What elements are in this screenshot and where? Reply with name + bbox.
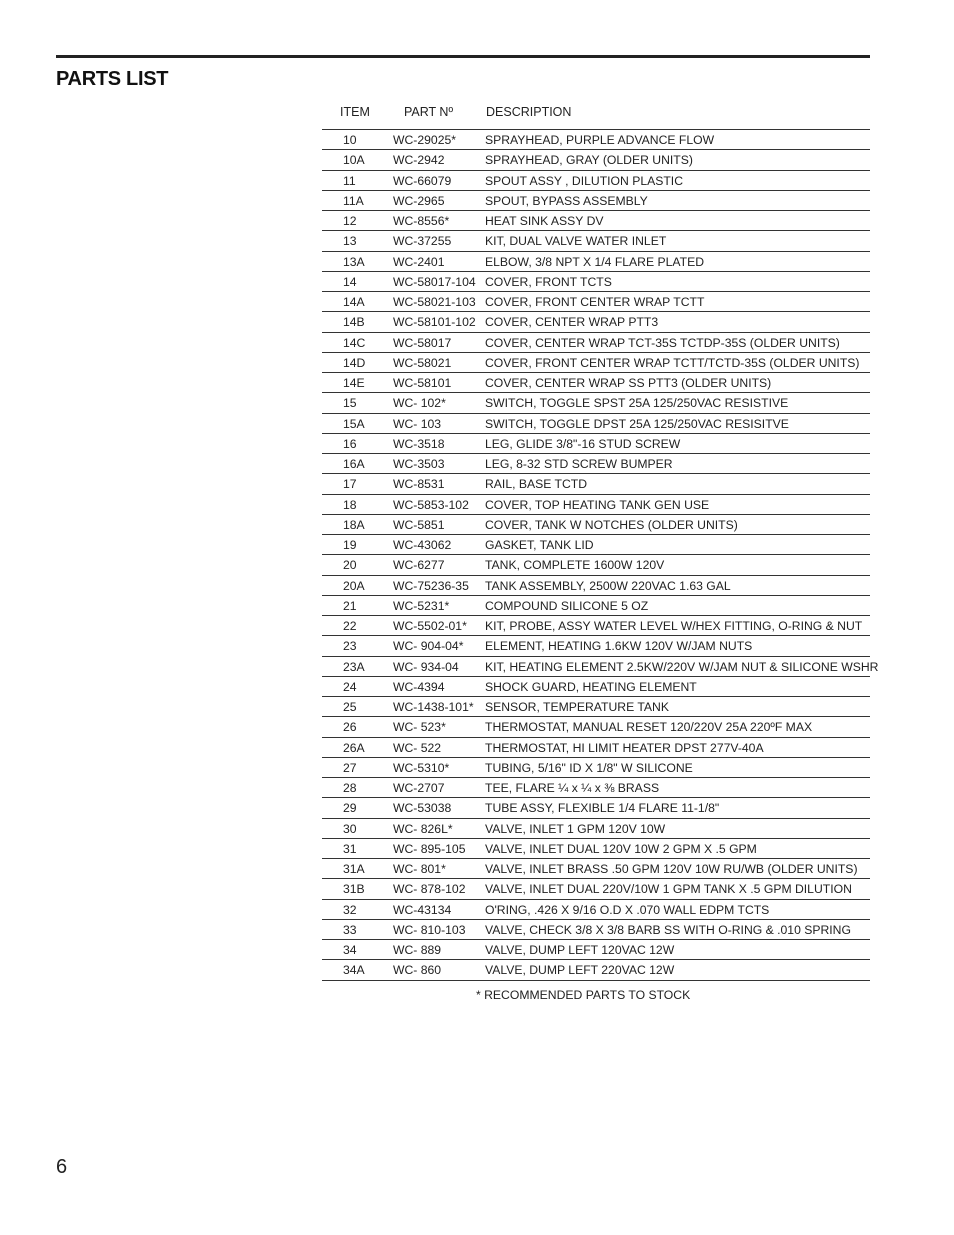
item-cell: 29 xyxy=(343,801,357,816)
table-row xyxy=(322,879,870,899)
description-cell: SPOUT ASSY , DILUTION PLASTIC xyxy=(485,173,683,188)
part-number-cell: WC-5851 xyxy=(393,517,445,532)
table-row xyxy=(322,697,870,717)
description-cell: SWITCH, TOGGLE SPST 25A 125/250VAC RESISTIVE xyxy=(485,396,789,411)
item-cell: 14E xyxy=(343,376,365,390)
item-cell: 11 xyxy=(343,173,356,188)
footnote: * RECOMMENDED PARTS TO STOCK xyxy=(476,988,691,1002)
item-cell: 19 xyxy=(343,538,357,552)
table-row xyxy=(322,393,870,413)
header-description: DESCRIPTION xyxy=(486,105,572,119)
description-cell: COMPOUND SILICONE 5 OZ xyxy=(485,598,649,613)
description-cell: TANK, COMPLETE 1600W 120V xyxy=(485,558,665,573)
item-cell: 34A xyxy=(343,963,365,978)
table-row xyxy=(322,474,870,494)
part-number-cell: WC-43134 xyxy=(393,902,452,917)
description-cell: SPRAYHEAD, PURPLE ADVANCE FLOW xyxy=(485,133,715,147)
table-row xyxy=(322,454,870,474)
item-cell: 34 xyxy=(343,943,357,957)
description-cell: VALVE, INLET DUAL 220V/10W 1 GPM TANK X .5 GPM DILUTION xyxy=(485,882,852,897)
description-cell: ELBOW, 3/8 NPT X 1/4 FLARE PLATED xyxy=(485,254,705,269)
item-cell: 27 xyxy=(343,760,357,775)
item-cell: 26A xyxy=(343,740,365,755)
item-cell: 26 xyxy=(343,720,357,735)
part-number-cell: WC-1438-101* xyxy=(393,700,474,714)
page-number: 6 xyxy=(56,1156,68,1178)
table-row xyxy=(322,839,870,859)
table-row xyxy=(322,252,870,272)
top-rule xyxy=(56,55,870,58)
table-row xyxy=(322,738,870,758)
part-number-cell: WC- 934-04 xyxy=(393,659,459,674)
item-cell: 14D xyxy=(343,355,366,370)
part-number-cell: WC-37255 xyxy=(393,234,452,249)
item-cell: 32 xyxy=(343,902,357,917)
table-row xyxy=(322,495,870,515)
part-number-cell: WC-58017 xyxy=(393,335,452,350)
part-number-cell: WC- 522 xyxy=(393,740,442,755)
item-cell: 33 xyxy=(343,922,357,937)
item-cell: 14A xyxy=(343,295,365,309)
table-row xyxy=(322,414,870,434)
part-number-cell: WC-58101 xyxy=(393,376,452,390)
description-cell: COVER, CENTER WRAP TCT-35S TCTDP-35S (OLDER UNITS) xyxy=(485,335,840,350)
item-cell: 20 xyxy=(343,558,357,573)
description-cell: KIT, PROBE, ASSY WATER LEVEL W/HEX FITTING, O-RING & NUT xyxy=(485,619,863,633)
description-cell: COVER, TANK W NOTCHES (OLDER UNITS) xyxy=(485,517,738,532)
description-cell: VALVE, INLET BRASS .50 GPM 120V 10W RU/WB (OLDER UNITS) xyxy=(485,862,858,876)
description-cell: TUBE ASSY, FLEXIBLE 1/4 FLARE 11-1/8" xyxy=(485,801,720,816)
part-number-cell: WC-2965 xyxy=(393,193,445,208)
table-row xyxy=(322,272,870,292)
description-cell: KIT, HEATING ELEMENT 2.5KW/220V W/JAM NUT & SILICONE WSHR xyxy=(485,659,879,674)
part-number-cell: WC-5310* xyxy=(393,760,450,775)
item-cell: 11A xyxy=(343,193,364,208)
description-cell: VALVE, DUMP LEFT 120VAC 12W xyxy=(485,943,675,957)
description-cell: ELEMENT, HEATING 1.6KW 120V W/JAM NUTS xyxy=(485,639,753,654)
item-cell: 23 xyxy=(343,639,357,654)
part-number-cell: WC-2942 xyxy=(393,153,445,168)
description-cell: SWITCH, TOGGLE DPST 25A 125/250VAC RESISITVE xyxy=(485,416,789,431)
description-cell: SPRAYHEAD, GRAY (OLDER UNITS) xyxy=(485,153,693,168)
description-cell: TEE, FLARE ¼ x ¼ x ⅜ BRASS xyxy=(485,781,660,795)
table-row xyxy=(322,353,870,373)
table-row xyxy=(322,434,870,454)
item-cell: 13 xyxy=(343,234,357,249)
part-number-cell: WC-75236-35 xyxy=(393,578,469,593)
part-number-cell: WC-5231* xyxy=(393,598,450,613)
parts-table xyxy=(322,129,879,981)
table-row xyxy=(322,576,870,596)
table-row xyxy=(322,819,870,839)
table-row xyxy=(322,960,870,980)
part-number-cell: WC- 810-103 xyxy=(393,922,466,937)
part-number-cell: WC-5502-01* xyxy=(393,619,467,633)
part-number-cell: WC-58021-103 xyxy=(393,295,476,309)
description-cell: COVER, FRONT TCTS xyxy=(485,274,612,289)
part-number-cell: WC-29025* xyxy=(393,133,456,147)
item-cell: 31B xyxy=(343,882,365,897)
description-cell: LEG, 8-32 STD SCREW BUMPER xyxy=(485,457,673,471)
item-cell: 31A xyxy=(343,862,365,876)
description-cell: VALVE, INLET 1 GPM 120V 10W xyxy=(485,821,666,836)
description-cell: VALVE, CHECK 3/8 X 3/8 BARB SS WITH O-RING & .010 SPRING xyxy=(485,922,851,937)
table-row xyxy=(322,333,870,353)
part-number-cell: WC-3503 xyxy=(393,457,445,471)
item-cell: 28 xyxy=(343,781,357,795)
item-cell: 10A xyxy=(343,153,365,168)
table-row xyxy=(322,758,870,778)
part-number-cell: WC-3518 xyxy=(393,436,445,451)
description-cell: SHOCK GUARD, HEATING ELEMENT xyxy=(485,679,697,694)
table-row xyxy=(322,211,870,231)
part-number-cell: WC-8556* xyxy=(393,214,450,228)
part-number-cell: WC- 860 xyxy=(393,963,442,978)
part-number-cell: WC- 889 xyxy=(393,943,442,957)
table-row xyxy=(322,231,870,251)
description-cell: TANK ASSEMBLY, 2500W 220VAC 1.63 GAL xyxy=(485,578,731,593)
item-cell: 20A xyxy=(343,578,365,593)
table-row xyxy=(322,717,870,737)
description-cell: SENSOR, TEMPERATURE TANK xyxy=(485,700,669,714)
part-number-cell: WC- 523* xyxy=(393,720,446,735)
item-cell: 15 xyxy=(343,396,357,411)
table-row xyxy=(322,900,870,920)
part-number-cell: WC-8531 xyxy=(393,477,445,492)
part-number-cell: WC-5853-102 xyxy=(393,497,469,512)
item-cell: 17 xyxy=(343,477,357,492)
part-number-cell: WC-58021 xyxy=(393,355,452,370)
table-row xyxy=(322,171,870,191)
item-cell: 21 xyxy=(343,598,357,613)
item-cell: 31 xyxy=(343,841,357,856)
item-cell: 18A xyxy=(343,517,365,532)
part-number-cell: WC- 826L* xyxy=(393,821,453,836)
table-row xyxy=(322,130,870,150)
item-cell: 14C xyxy=(343,335,366,350)
page-title: PARTS LIST xyxy=(56,68,169,90)
table-row xyxy=(322,859,870,879)
table-row xyxy=(322,920,870,940)
item-cell: 22 xyxy=(343,619,357,633)
header-part-number: PART Nº xyxy=(404,105,454,119)
table-row xyxy=(322,292,870,312)
description-cell: COVER, CENTER WRAP PTT3 xyxy=(485,315,659,330)
description-cell: COVER, TOP HEATING TANK GEN USE xyxy=(485,497,710,512)
part-number-cell: WC- 102* xyxy=(393,396,446,411)
description-cell: HEAT SINK ASSY DV xyxy=(485,214,604,228)
part-number-cell: WC-2401 xyxy=(393,254,445,269)
description-cell: SPOUT, BYPASS ASSEMBLY xyxy=(485,193,648,208)
table-row xyxy=(322,596,870,616)
item-cell: 13A xyxy=(343,254,365,269)
item-cell: 25 xyxy=(343,700,357,714)
description-cell: RAIL, BASE TCTD xyxy=(485,477,588,492)
item-cell: 14 xyxy=(343,274,357,289)
table-row xyxy=(322,535,870,555)
item-cell: 16A xyxy=(343,457,365,471)
part-number-cell: WC- 103 xyxy=(393,416,442,431)
header-item: ITEM xyxy=(340,105,370,119)
item-cell: 24 xyxy=(343,679,357,694)
description-cell: COVER, FRONT CENTER WRAP TCTT/TCTD-35S (OLDER UNITS) xyxy=(485,355,860,370)
table-row xyxy=(322,191,870,211)
description-cell: VALVE, DUMP LEFT 220VAC 12W xyxy=(485,963,675,978)
part-number-cell: WC-53038 xyxy=(393,801,452,816)
part-number-cell: WC- 801* xyxy=(393,862,446,876)
item-cell: 15A xyxy=(343,416,365,431)
description-cell: TUBING, 5/16" ID X 1/8" W SILICONE xyxy=(485,760,693,775)
item-cell: 23A xyxy=(343,659,365,674)
description-cell: O'RING, .426 X 9/16 O.D X .070 WALL EDPM TCTS xyxy=(485,902,770,917)
item-cell: 30 xyxy=(343,821,357,836)
table-row xyxy=(322,940,870,960)
part-number-cell: WC-43062 xyxy=(393,538,452,552)
table-row xyxy=(322,515,870,535)
item-cell: 18 xyxy=(343,497,357,512)
item-cell: 10 xyxy=(343,133,357,147)
part-number-cell: WC-2707 xyxy=(393,781,445,795)
table-row xyxy=(322,150,870,170)
part-number-cell: WC- 895-105 xyxy=(393,841,466,856)
table-row xyxy=(322,555,870,575)
table-row xyxy=(322,778,870,798)
part-number-cell: WC-66079 xyxy=(393,173,452,188)
item-cell: 16 xyxy=(343,436,357,451)
part-number-cell: WC-6277 xyxy=(393,558,445,573)
description-cell: THERMOSTAT, HI LIMIT HEATER DPST 277V-40A xyxy=(485,740,764,755)
description-cell: KIT, DUAL VALVE WATER INLET xyxy=(485,234,667,249)
part-number-cell: WC- 878-102 xyxy=(393,882,466,897)
description-cell: VALVE, INLET DUAL 120V 10W 2 GPM X .5 GPM xyxy=(485,841,757,856)
table-row xyxy=(322,312,870,332)
table-row xyxy=(322,373,870,393)
table-row xyxy=(322,636,870,656)
part-number-cell: WC-58017-104 xyxy=(393,274,476,289)
description-cell: COVER, CENTER WRAP SS PTT3 (OLDER UNITS) xyxy=(485,376,772,390)
description-cell: LEG, GLIDE 3/8"-16 STUD SCREW xyxy=(485,436,681,451)
table-row xyxy=(322,798,870,818)
item-cell: 14B xyxy=(343,315,365,330)
part-number-cell: WC-4394 xyxy=(393,679,445,694)
description-cell: COVER, FRONT CENTER WRAP TCTT xyxy=(485,295,705,309)
description-cell: THERMOSTAT, MANUAL RESET 120/220V 25A 220ºF MAX xyxy=(485,720,813,735)
table-row xyxy=(322,616,870,636)
part-number-cell: WC- 904-04* xyxy=(393,639,464,654)
table-row xyxy=(322,677,870,697)
item-cell: 12 xyxy=(343,214,357,228)
part-number-cell: WC-58101-102 xyxy=(393,315,476,330)
description-cell: GASKET, TANK LID xyxy=(485,538,594,552)
table-row xyxy=(322,657,879,677)
